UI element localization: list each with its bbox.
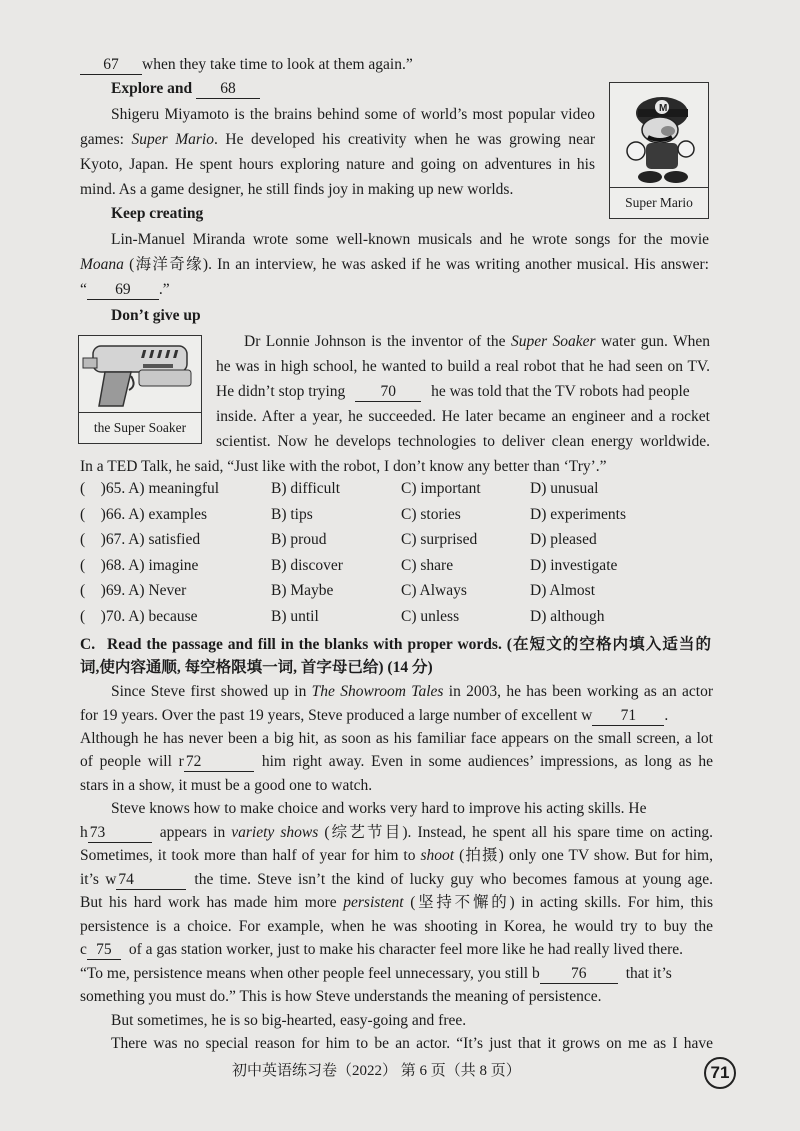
passage-c-p1-line-3: Although he has never been a big hit, as soon as his familiar face appears on the small screen, a lot	[80, 730, 713, 747]
passage-c-p2-line-2	[80, 823, 713, 843]
passage-text: .	[664, 707, 669, 724]
passage-text: it’s w	[80, 871, 117, 888]
miyamoto-line-3: Kyoto, Japan. He spent hours exploring nature and going on adventures in his	[80, 156, 595, 173]
q66-option-c[interactable]: C) stories	[401, 506, 461, 523]
passage-text: “To me, persistence means when other people feel unnecessary, you still b	[80, 965, 540, 982]
q70-option-d[interactable]: D) although	[530, 608, 605, 625]
q69-option-b[interactable]: B) Maybe	[271, 582, 334, 599]
heading-dont-give-up: Don’t give up	[111, 307, 201, 324]
passage-text: appears in	[159, 824, 232, 841]
miyamoto-line-1: Shigeru Miyamoto is the brains behind some of world’s most popular video	[111, 106, 595, 123]
johnson-line-3	[216, 382, 710, 402]
q65-option-a[interactable]: ( )65. A) meaningful	[80, 480, 220, 497]
passage-text: Sometimes, it took more than half of year for him to	[80, 847, 421, 864]
passage-text: (拍摄) only one TV show. But for him,	[454, 847, 713, 864]
q68-option-a[interactable]: ( )68. A) imagine	[80, 557, 199, 574]
passage-text: the time. Steve isn’t the kind of lucky guy who becomes famous at young age.	[194, 871, 713, 888]
miyamoto-text: games:	[80, 131, 132, 148]
section-c-instruction-1: Read the passage and fill in the blanks with proper words. (在短文的空格内填入适当的	[107, 636, 711, 653]
svg-text:M: M	[659, 103, 668, 114]
passage-c-p2-line-5	[80, 893, 713, 913]
passage-c-p1-line-5: stars in a show, it must be a good one to watch.	[80, 777, 373, 794]
blank-75[interactable]: 75	[87, 941, 121, 960]
passage-italic: persistent	[343, 894, 404, 911]
q68-option-c[interactable]: C) share	[401, 557, 454, 574]
johnson-line-4: inside. After a year, he succeeded. He later became an engineer and a rocket	[216, 408, 710, 425]
close-quote: .”	[158, 281, 170, 298]
q65-option-b[interactable]: B) difficult	[271, 480, 341, 497]
product-name: Super Soaker	[510, 333, 596, 350]
passage-c-p2-line-6: persistence is a choice. For example, when he was shooting in Korea, he would try to buy the	[80, 918, 713, 935]
passage-c-p2-line-3	[80, 846, 713, 866]
johnson-text: Dr Lonnie Johnson is the inventor of the	[244, 333, 511, 350]
passage-text: of a gas station worker, just to make his character feel more like he had really lived there.	[128, 941, 684, 958]
miranda-text: (海洋奇缘). In an interview, he was asked if he was writing another musical. His answer:	[123, 256, 709, 273]
q67-option-a[interactable]: ( )67. A) satisfied	[80, 531, 201, 548]
miyamoto-line-2	[80, 130, 595, 150]
line-67-text: when they take time to look at them again.”	[142, 56, 413, 73]
q69-option-d[interactable]: D) Almost	[530, 582, 596, 599]
passage-c-p2-line-7	[80, 940, 683, 960]
figure-super-mario-caption: Super Mario	[610, 187, 708, 218]
miranda-line-2	[80, 255, 709, 275]
figure-super-soaker	[78, 335, 202, 444]
q68-option-b[interactable]: B) discover	[271, 557, 343, 574]
passage-text: h	[80, 824, 88, 841]
johnson-text: he was told that the TV robots had people	[431, 383, 690, 400]
passage-c-p2-line-1: Steve knows how to make choice and works very hard to improve his acting skills. He	[111, 800, 647, 817]
passage-text: him right away. Even in some audiences’ impressions, as long as he	[261, 753, 713, 770]
q68-option-d[interactable]: D) investigate	[530, 557, 618, 574]
q66-option-d[interactable]: D) experiments	[530, 506, 626, 523]
q70-option-c[interactable]: C) unless	[401, 608, 460, 625]
q70-option-a[interactable]: ( )70. A) because	[80, 608, 198, 625]
passage-text: of people will r	[80, 753, 184, 770]
passage-c-p2-line-9: something you must do.” This is how Steve understands the meaning of persistence.	[80, 988, 602, 1005]
passage-c-p1-line-2	[80, 706, 668, 726]
blank-72[interactable]: 72	[184, 753, 254, 772]
blank-74[interactable]: 74	[116, 871, 186, 890]
q65-option-c[interactable]: C) important	[401, 480, 481, 497]
passage-c-p2-line-8	[80, 964, 672, 984]
passage-text: Since Steve first showed up in	[111, 683, 312, 700]
passage-c-p1-line-1	[111, 682, 713, 702]
johnson-line-2: he was in high school, he wanted to build a real robot that he had seen on TV.	[216, 358, 710, 375]
passage-italic: variety shows	[231, 824, 319, 841]
q69-option-a[interactable]: ( )69. A) Never	[80, 582, 187, 599]
johnson-text: He didn’t stop trying	[216, 383, 346, 400]
miyamoto-line-4: mind. As a game designer, he still finds joy in making up new worlds.	[80, 181, 514, 198]
figure-super-mario	[609, 82, 709, 219]
blank-71[interactable]: 71	[592, 707, 664, 726]
page-number-badge: 71	[704, 1057, 736, 1089]
passage-text: (综艺节目). Instead, he spent all his spare time on acting.	[318, 824, 714, 841]
passage-text: for 19 years. Over the past 19 years, Steve produced a large number of excellent w	[80, 707, 593, 724]
passage-text: (坚持不懈的) in acting skills. For him, this	[403, 894, 713, 911]
movie-title: Moana	[80, 256, 124, 273]
passage-text: in 2003, he has been working as an actor	[443, 683, 713, 700]
passage-text: that it’s	[625, 965, 672, 982]
blank-70: 70	[355, 383, 421, 402]
q69-option-c[interactable]: C) Always	[401, 582, 467, 599]
show-title: The Showroom Tales	[311, 683, 444, 700]
water-gun-icon	[79, 336, 201, 411]
miyamoto-text: . He developed his creativity when he was growing near	[213, 131, 595, 148]
section-c-instruction-2: 词,使内容通顺, 每空格限填一词, 首字母已给) (14 分)	[80, 659, 433, 676]
heading-explore	[111, 79, 260, 99]
figure-super-soaker-caption: the Super Soaker	[79, 412, 201, 443]
q67-option-c[interactable]: C) surprised	[401, 531, 478, 548]
passage-c-p4: There was no special reason for him to be an actor. “It’s just that it grows on me as I have	[111, 1035, 713, 1052]
johnson-line-1	[244, 332, 710, 352]
q66-option-b[interactable]: B) tips	[271, 506, 313, 523]
page-footer: 初中英语练习卷（2022） 第 6 页（共 8 页）	[232, 1063, 521, 1079]
blank-69: 69	[87, 281, 159, 300]
johnson-text: water gun. When	[595, 333, 711, 350]
q67-option-b[interactable]: B) proud	[271, 531, 327, 548]
passage-c-p3: But sometimes, he is so big-hearted, easy-going and free.	[111, 1012, 467, 1029]
miranda-line-3	[80, 280, 170, 300]
johnson-line-5: scientist. Now he develops technologies to deliver clean energy worldwide.	[216, 433, 710, 450]
passage-italic: shoot	[420, 847, 455, 864]
passage-c-p2-line-4	[80, 870, 713, 890]
blank-73[interactable]: 73	[88, 824, 152, 843]
miranda-line-1: Lin-Manuel Miranda wrote some well-known musicals and he wrote songs for the movie	[111, 231, 709, 248]
blank-76[interactable]: 76	[540, 965, 618, 984]
q65-option-d[interactable]: D) unusual	[530, 480, 599, 497]
passage-text: But his hard work has made him more	[80, 894, 344, 911]
passage-text: c	[80, 941, 87, 958]
q67-option-d[interactable]: D) pleased	[530, 531, 597, 548]
mario-illustration-icon	[610, 83, 708, 186]
game-title: Super Mario	[131, 131, 214, 148]
heading-keep-creating: Keep creating	[111, 205, 204, 222]
section-c-label: C.	[80, 636, 96, 653]
blank-68: 68	[196, 80, 260, 99]
q70-option-b[interactable]: B) until	[271, 608, 319, 625]
blank-67: 67	[80, 56, 142, 75]
johnson-line-6: In a TED Talk, he said, “Just like with the robot, I don’t know any better than ‘Try’.”	[80, 458, 607, 475]
heading-explore-label: Explore and	[111, 80, 193, 97]
line-67	[80, 55, 413, 75]
open-quote: “	[80, 281, 87, 298]
passage-c-p1-line-4	[80, 752, 713, 772]
q66-option-a[interactable]: ( )66. A) examples	[80, 506, 207, 523]
